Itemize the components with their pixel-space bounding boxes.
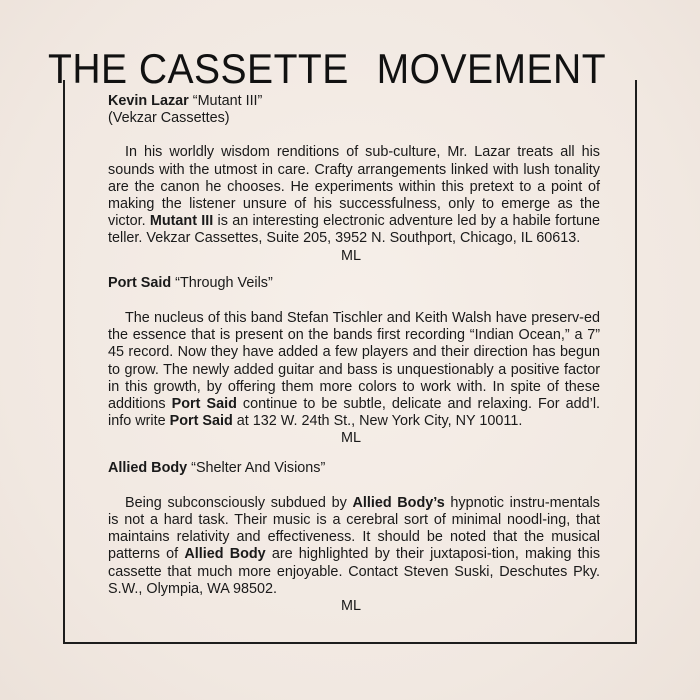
review-text: In his worldly wisdom renditions of sub-culture, Mr. Lazar treats all his sounds with the utmost in care. Crafty arrangements linked with lush tonality are the canon he chooses. He experiments within this pretext to a point of making the listener unsure of his successfulness, only to emerge as the victor. Mutant III is an interesting electronic adventure led by a habile fortune teller. Vekzar Cassettes, Suite 205, 3952 N. Southport, Chicago, IL 60613. <box>108 144 600 247</box>
review-text: The nucleus of this band Stefan Tischler and Keith Walsh have preserv-ed the essence that is present on the bands first recording “Indian Ocean,” a 7” 45 record. Now they have added a few players and their direction has begun to grow. The newly added guitar and bass is unquestionably a positive factor in this growth, by offering them more colors to work with. In spite of these additions Port Said continue to be subtle, delicate and relaxing. For add’l. info write Port Said at 132 W. 24th St., New York City, NY 10011. <box>108 310 601 430</box>
review-heading <box>108 275 600 292</box>
title-part-2: MOVEMENT <box>376 45 607 92</box>
review-signature: ML <box>341 430 361 447</box>
page-title <box>48 46 615 92</box>
review-label-line: (Vekzar Cassettes) <box>108 110 230 127</box>
review-kevin-lazar <box>108 93 600 265</box>
review-port-said <box>108 275 600 448</box>
review-heading <box>108 93 600 110</box>
review-album: “Shelter And Visions” <box>191 459 326 476</box>
review-signature: ML <box>341 247 361 264</box>
review-album: “Through Veils” <box>175 274 273 291</box>
review-artist: Kevin Lazar <box>108 93 189 109</box>
review-album: “Mutant III” <box>192 93 263 109</box>
review-artist: Allied Body <box>108 459 188 476</box>
review-text: Being subconsciously subdued by Allied Body’s hypnotic instru-mentals is not a hard task. Their music is a cerebral sort of minimal noodl-ing, that maintains relativity and effectiveness. It should be noted that the musical patterns of Allied Body are highlighted by their juxtaposi-tion, making this cassette that much more enjoyable. Contact Steven Suski, Deschutes Pky. S.W., Olympia, WA 98502. <box>108 494 601 597</box>
article-body <box>108 93 600 615</box>
review-signature: ML <box>341 598 361 615</box>
review-artist: Port Said <box>108 274 172 291</box>
review-heading <box>108 460 600 477</box>
title-part-1: THE CASSETTE <box>48 45 349 92</box>
review-allied-body <box>108 460 600 616</box>
